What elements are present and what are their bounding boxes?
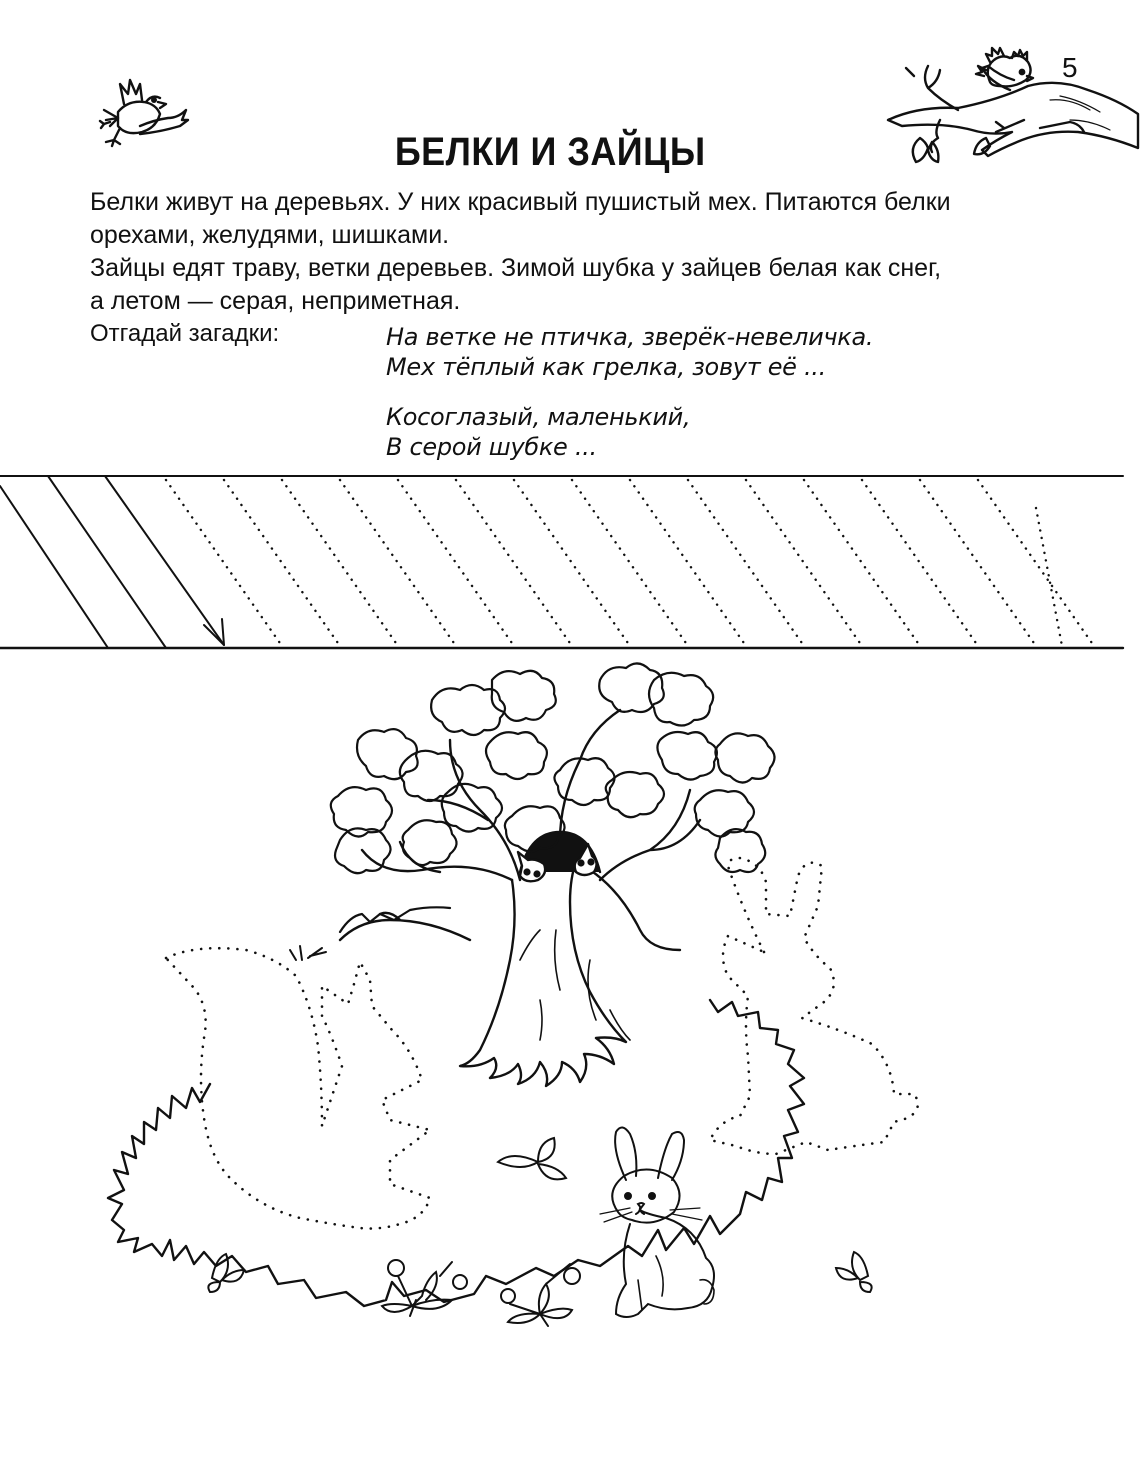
- riddle-line: Косоглазый, маленький,: [386, 403, 691, 431]
- sitting-hare: [600, 1127, 714, 1317]
- oak-tree: [331, 663, 775, 1086]
- riddle-line: На ветке не птичка, зверёк-невеличка.: [386, 323, 874, 351]
- page-number: 5: [1062, 52, 1078, 83]
- tracing-solid-lines: [0, 476, 224, 648]
- dotted-hare-outline[interactable]: [710, 858, 918, 1154]
- grass-border: [108, 1000, 804, 1306]
- dotted-squirrel-outline[interactable]: [166, 948, 430, 1228]
- intro-line: Белки живут на деревьях. У них красивый пушистый мех. Питаются белки: [90, 188, 951, 216]
- intro-line: а летом — серая, неприметная.: [90, 287, 461, 315]
- bird-flying-icon: [100, 80, 188, 146]
- page-title: БЕЛКИ И ЗАЙЦЫ: [394, 130, 706, 174]
- riddle-line: Мех тёплый как грелка, зовут её ...: [386, 353, 826, 381]
- intro-line: орехами, желудями, шишками.: [90, 221, 450, 249]
- riddles-label: Отгадай загадки:: [90, 320, 280, 347]
- riddle-line: В серой шубке ...: [386, 433, 597, 461]
- tracing-dotted-lines[interactable]: [166, 480, 1094, 646]
- flowers: [208, 1138, 871, 1326]
- bird-on-branch-icon: [888, 48, 1138, 162]
- intro-line: Зайцы едят траву, ветки деревьев. Зимой шубка у зайцев белая как снег,: [90, 254, 942, 282]
